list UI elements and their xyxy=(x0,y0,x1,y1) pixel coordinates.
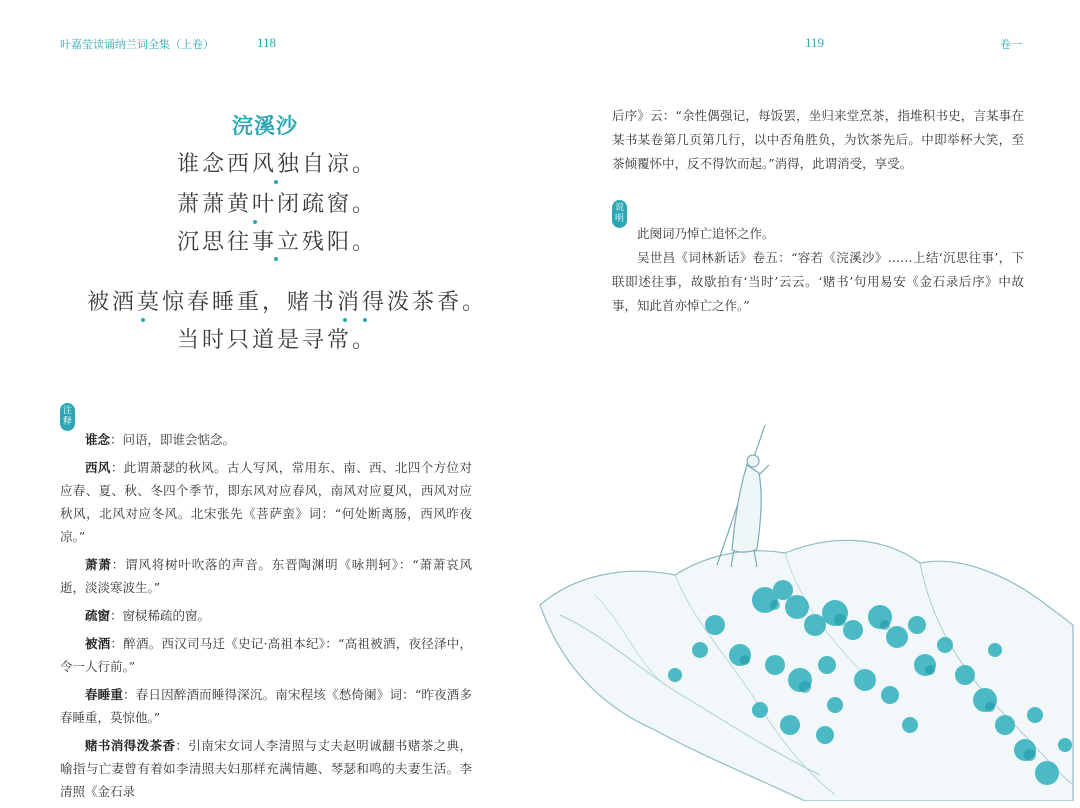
note-continuation xyxy=(612,104,1024,176)
explanation-paragraph: 吴世昌《词林新话》卷五：“容若《浣溪沙》……上结‘沉思往事’，下联即述往事，故歇拍有‘当时’云云。‘赌书’句用易安《金石录后序》中故事，知此首亦悼亡之作。” xyxy=(612,250,1024,313)
note-term: 西风 xyxy=(85,460,111,475)
poem-line-3 xyxy=(177,228,377,258)
note-text: ：此谓萧瑟的秋风。古人写风，常用东、南、西、北四个方位对应春、夏、秋、冬四个季节，即东风对应春风，南风对应夏风，西风对应秋风，北风对应冬风。北宋张先《菩萨蛮》词：“何处断离肠，西风昨夜凉。” xyxy=(60,460,472,544)
note-term: 春睡重 xyxy=(85,687,124,702)
note-text: ：引南宋女词人李清照与丈夫赵明诚翻书赌茶之典，喻指与亡妻曾有着如李清照夫妇那样充满情趣、琴瑟和鸣的夫妻生活。李清照《金石录 xyxy=(60,738,472,799)
explanation-badge: 说明 xyxy=(612,200,627,228)
note-text: ：问语，即谁会惦念。 xyxy=(110,432,236,447)
note-term: 赌书消得泼茶香 xyxy=(85,738,176,753)
note-term: 萧萧 xyxy=(85,557,112,572)
rhythm-dot xyxy=(363,318,367,322)
poem-line-5 xyxy=(177,326,377,356)
note-text: ：谓风将树叶吹落的声音。东晋陶渊明《咏荆轲》：“萧萧哀风逝，淡淡寒波生。” xyxy=(60,557,472,595)
notes-badge: 注释 xyxy=(60,403,75,431)
explanation-paragraph: 此阕词乃悼亡追怀之作。 xyxy=(637,226,775,241)
note-item xyxy=(60,734,472,803)
note-item xyxy=(60,604,472,627)
notes-section xyxy=(60,428,472,808)
note-item xyxy=(60,632,472,678)
page-number-left: 118 xyxy=(257,35,277,50)
figure-icon xyxy=(717,425,769,567)
poem-line-2 xyxy=(177,190,377,220)
rhythm-dot xyxy=(274,180,278,184)
note-text: ：醉酒。西汉司马迁《史记·高祖本纪》：“高祖被酒，夜径泽中，令一人行前。” xyxy=(60,636,472,674)
explanation-section xyxy=(612,222,1024,318)
note-item xyxy=(60,553,472,599)
note-item xyxy=(60,428,472,451)
poem-text: 萧萧黄叶闭疏窗。 xyxy=(177,192,378,217)
poem-line-1 xyxy=(177,150,377,180)
note-item xyxy=(60,456,472,548)
note-term: 谁念 xyxy=(85,432,111,447)
poem-text: 被酒莫惊春睡重，赌书消得泼茶香。 xyxy=(87,290,488,315)
note-item xyxy=(60,683,472,729)
page-number-right: 119 xyxy=(805,35,825,50)
poem-title: 浣溪沙 xyxy=(232,113,298,138)
note-term: 被酒 xyxy=(85,636,111,651)
poem-text: 沉思往事立残阳。 xyxy=(177,230,378,255)
rhythm-dot xyxy=(343,318,347,322)
poem-text: 谁念西风独自凉。 xyxy=(177,152,378,177)
poem-line-4 xyxy=(87,288,487,318)
note-term: 疏窗 xyxy=(85,608,111,623)
running-head-volume: 卷一 xyxy=(1000,38,1022,51)
poem-text: 当时只道是寻常。 xyxy=(177,328,378,353)
rhythm-dot xyxy=(141,318,145,322)
note-text: ：春日因醉酒而睡得深沉。南宋程垓《愁倚阑》词：“昨夜酒多春睡重，莫惊他。” xyxy=(60,687,472,725)
running-head-book-title: 叶嘉莹读诵纳兰词全集（上卷） xyxy=(60,38,214,51)
landscape-painting-icon xyxy=(535,425,1075,801)
note-text: ：窗棂稀疏的窗。 xyxy=(110,608,211,623)
rhythm-dot xyxy=(253,220,257,224)
continuation-text: 后序》云：“余性偶强记，每饭罢，坐归来堂烹茶，指堆积书史，言某事在某书某卷第几页第几行，以中否角胜负，为饮茶先后。中即举杯大笑，至茶倾覆怀中，反不得饮而起。”消得，此谓消受，享受。 xyxy=(612,108,1024,171)
